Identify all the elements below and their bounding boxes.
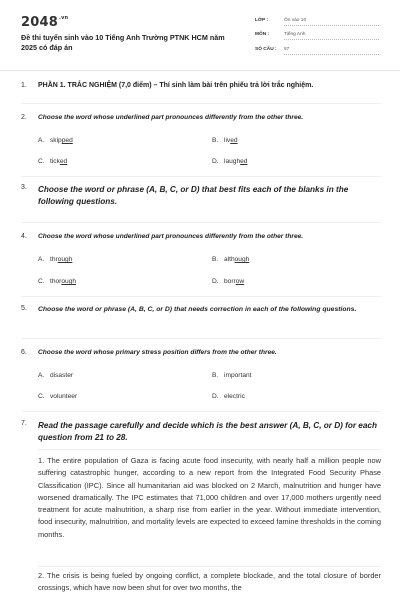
option-d[interactable]: D. borrow [212,278,245,285]
option-b[interactable]: B. although [212,256,250,263]
divider [21,296,381,297]
passage-paragraph-2: 2. The crisis is being fueled by ongoing conflict, a complete blockade, and the total closure of border crossings, which have now been shut for over two months, the [38,571,381,593]
subject-value: Tiếng Anh [284,32,379,40]
logo-text: 2048 [21,15,58,30]
option-c[interactable]: C. volunteer [38,393,78,400]
subject-label: MÔN : [255,32,270,37]
question-number: 5. [21,305,27,312]
document-title: Đề thi tuyển sinh vào 10 Tiếng Anh Trường PTNK HCM năm 2025 có đáp án [21,33,225,52]
option-b[interactable]: B. important [212,372,252,379]
question-instruction: Choose the word whose underlined part pronounces differently from the other three. [38,114,304,121]
class-value: Ôn vào 10 [284,18,379,26]
question-count-value: 57 [284,47,379,55]
question-4 [21,233,380,240]
option-c[interactable]: C. thorough [38,278,77,285]
question-instruction: Choose the word or phrase (A, B, C, or D) that needs correction in each of the following questions. [38,306,357,313]
question-instruction: Choose the word or phrase (A, B, C, or D) that best fits each of the blanks in the following questions. [38,185,349,206]
question-7 [21,420,380,444]
question-6 [21,349,380,356]
question-number: 2. [21,114,27,121]
question-instruction: Choose the word whose underlined part pronounces differently from the other three. [38,233,304,240]
question-count-label: SỐ CÂU : [255,47,277,52]
divider [38,566,381,567]
question-3 [21,184,380,208]
divider [21,411,381,412]
option-b[interactable]: B. lived [212,137,238,144]
option-d[interactable]: D. electric [212,393,245,400]
divider [21,176,381,177]
question-number: 6. [21,349,27,356]
question-1 [21,82,380,89]
question-number: 3. [21,184,27,191]
option-a[interactable]: A. disaster [38,372,74,379]
question-number: 1. [21,82,27,89]
divider [21,103,381,104]
option-c[interactable]: C. ticked [38,158,68,165]
option-a[interactable]: A. through [38,256,73,263]
question-instruction: Read the passage carefully and decide which is the best answer (A, B, C, or D) for each question from 21 to 28. [38,421,377,442]
logo-suffix: .vn [58,15,69,21]
question-5 [21,305,380,316]
divider [38,449,381,450]
question-2 [21,114,380,121]
divider [21,338,381,339]
option-a[interactable]: A. skipped [38,137,73,144]
divider [21,222,381,223]
question-number: 4. [21,233,27,240]
question-number: 7. [21,420,27,427]
option-d[interactable]: D. laughed [212,158,248,165]
site-logo[interactable] [21,15,68,30]
question-instruction: Choose the word whose primary stress position differs from the other three. [38,349,277,356]
class-label: LỚP : [255,18,269,23]
header-divider [0,70,400,71]
passage-paragraph-1: 1. The entire population of Gaza is facing acute food insecurity, with nearly half a million people now suffering catastrophic hunger, according to a new report from the Integrated Food Security Phase Classification (IPC). Since all humanitarian aid was blocked on 2 March, malnutrition and hunger have worsened dramatically. The IPC estimates that 71,000 children and over 17,000 mothers urgently need treatment for acute malnutrition, a sharp rise from earlier in the year. Without immediate intervention, food insecurity, malnutrition, and mortality levels are expected to exceed famine thresholds in the coming months. [38,456,381,539]
section-heading: PHẦN 1. TRẮC NGHIỆM (7,0 điểm) – Thí sinh làm bài trên phiếu trả lời trắc nghiệm. [38,82,314,89]
